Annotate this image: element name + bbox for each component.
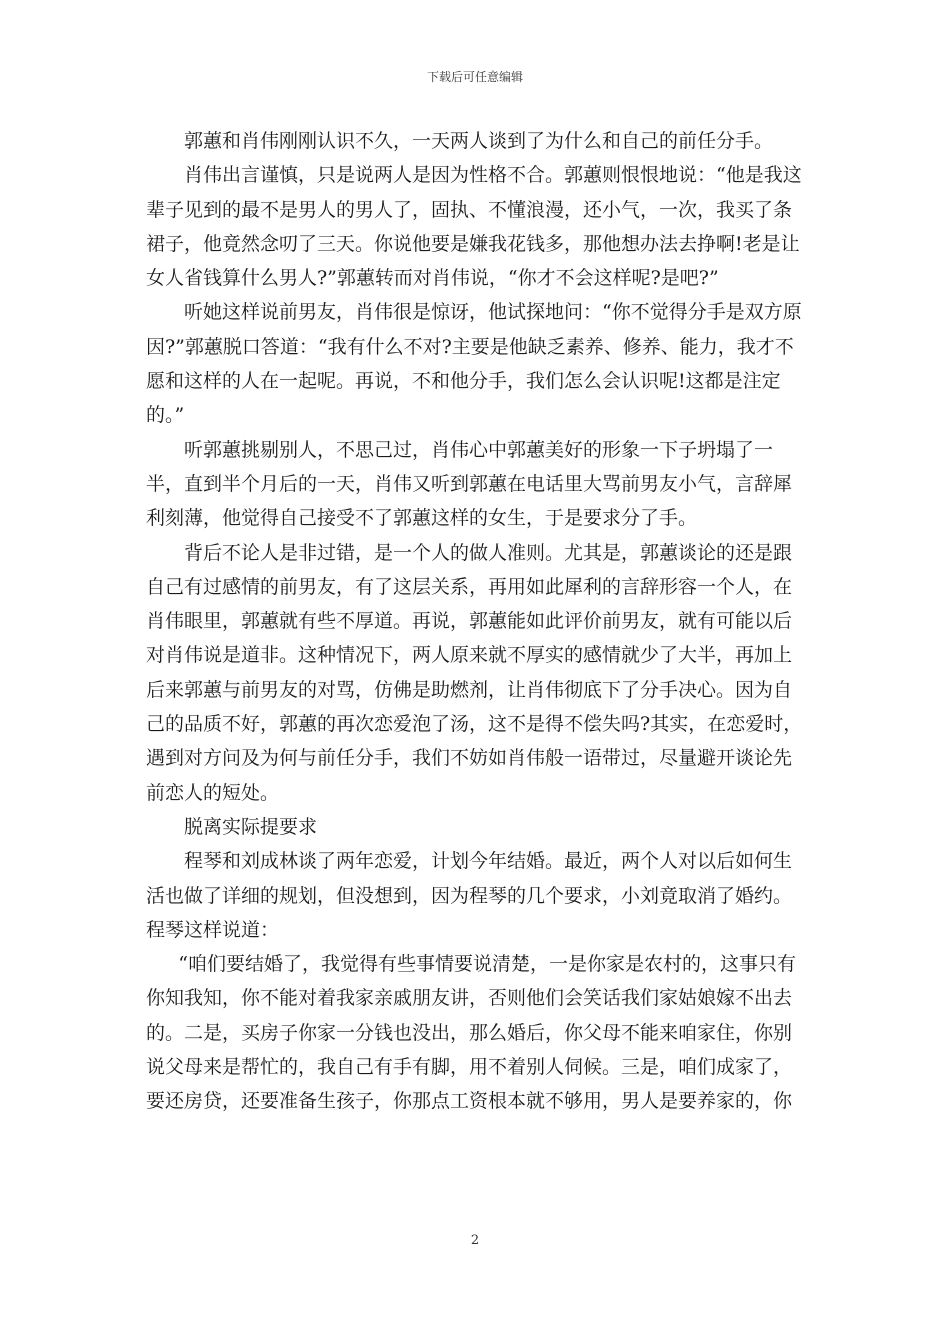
section-heading: 脱离实际提要求 xyxy=(184,815,318,838)
paragraph: 程琴和刘成林谈了两年恋爱，计划今年结婚。最近，两个人对以后如何生活也做了详细的规划，但没想到，因为程琴的几个要求，小刘竟取消了婚约。程琴这样说道： xyxy=(146,850,793,941)
paragraph: “咱们要结婚了，我觉得有些事情要说清楚，一是你家是农村的，这事只有你知我知，你不能对着我家亲戚朋友讲，否则他们会笑话我们家姑娘嫁不出去的。二是，买房子你家一分钱也没出，那么婚后，你父母不能来咱家住，你别说父母来是帮忙的，我自己有手有脚，用不着别人伺候。三是，咱们成家了，要还房贷，还要准备生孩子，你那点工资根本就不够用，男人是要养家的，你 xyxy=(146,953,797,1113)
paragraph: 肖伟出言谨慎，只是说两人是因为性格不合。郭蕙则恨恨地说：“他是我这辈子见到的最不是男人的男人了，固执、不懂浪漫，还小气，一次，我买了条裙子，他竟然念叨了三天。你说他要是嫌我花钱多，那他想办法去挣啊!老是让女人省钱算什么男人?”郭蕙转而对肖伟说，“你才不会这样呢?是吧?” xyxy=(146,164,802,290)
paragraph: 背后不论人是非过错，是一个人的做人准则。尤其是，郭蕙谈论的还是跟自己有过感情的前男友，有了这层关系，再用如此犀利的言辞形容一个人，在肖伟眼里，郭蕙就有些不厚道。再说，郭蕙能如此评价前男友，就有可能以后对肖伟说是道非。这种情况下，两人原来就不厚实的感情就少了大半，再加上后来郭蕙与前男友的对骂，仿佛是助燃剂，让肖伟彻底下了分手决心。因为自己的品质不好，郭蕙的再次恋爱泡了汤，这不是得不偿失吗?其实，在恋爱时，遇到对方问及为何与前任分手，我们不妨如肖伟般一语带过，尽量避开谈论先前恋人的短处。 xyxy=(146,541,803,804)
document-body xyxy=(146,124,806,1119)
paragraph: 听她这样说前男友，肖伟很是惊讶，他试探地问：“你不觉得分手是双方原因?”郭蕙脱口答道：“我有什么不对?主要是他缺乏素养、修养、能力，我才不愿和这样的人在一起呢。再说，不和他分手，我们怎么会认识呢!这都是注定的。” xyxy=(146,301,802,427)
paragraph: 郭蕙和肖伟刚刚认识不久，一天两人谈到了为什么和自己的前任分手。 xyxy=(184,130,774,152)
page-header: 下载后可任意编辑 xyxy=(426,70,523,84)
paragraph: 听郭蕙挑剔别人，不思己过，肖伟心中郭蕙美好的形象一下子坍塌了一半，直到半个月后的一天，肖伟又听到郭蕙在电话里大骂前男友小气，言辞犀利刻薄，他觉得自己接受不了郭蕙这样的女生，于是要求分了手。 xyxy=(146,438,793,530)
page-number: 2 xyxy=(470,1233,480,1248)
